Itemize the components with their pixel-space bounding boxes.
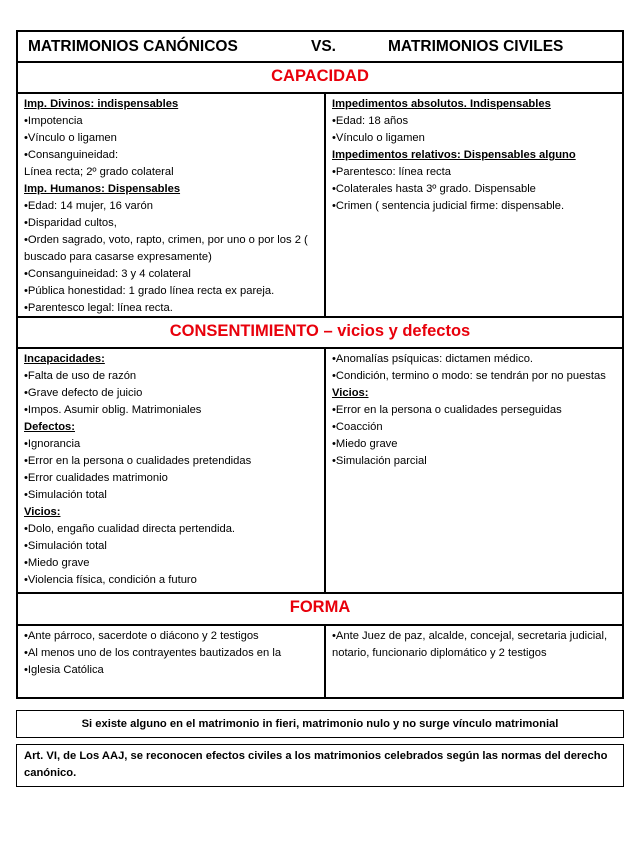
capacidad-civiles (326, 94, 622, 318)
subheading: Impedimentos absolutos. Indispensables (332, 98, 551, 110)
list-item: •Error en la persona o cualidades pretendidas (24, 455, 252, 467)
list-item: •Grave defecto de juicio (24, 387, 143, 399)
list-item: •Error en la persona o cualidades perseguidas (332, 404, 562, 416)
list-item: •Consanguineidad: 3 y 4 colateral (24, 268, 191, 280)
section-title-consentimiento: CONSENTIMIENTO – vicios y defectos (18, 318, 622, 349)
consentimiento-canonicos (18, 349, 324, 592)
list-item: •Al menos uno de los contrayentes bautizados en la (24, 647, 282, 659)
forma-civiles (326, 626, 622, 697)
list-item: •Iglesia Católica (24, 664, 104, 676)
table-header (18, 32, 622, 63)
list-item: •Impos. Asumir oblig. Matrimoniales (24, 404, 202, 416)
list-item: •Ante Juez de paz, alcalde, concejal, secretaria judicial, notario, funcionario diplomático y 2 testigos (332, 630, 608, 659)
list-item: •Simulación total (24, 540, 107, 552)
list-item: •Violencia física, condición a futuro (24, 574, 197, 586)
list-item: •Simulación total (24, 489, 107, 501)
list-item: •Pública honestidad: 1 grado línea recta ex pareja. (24, 285, 275, 297)
list-item: •Colaterales hasta 3º grado. Dispensable (332, 183, 536, 195)
section-title-forma: FORMA (18, 594, 622, 626)
list-item: •Vínculo o ligamen (332, 132, 425, 144)
list-item: •Impotencia (24, 115, 83, 127)
list-item: •Orden sagrado, voto, rapto, crimen, por uno o por los 2 ( buscado para casarse expresamente) (24, 234, 308, 263)
subheading: Incapacidades: (24, 353, 105, 365)
list-item: •Parentesco legal: línea recta. (24, 302, 173, 314)
subheading: Vicios: (332, 387, 369, 399)
header-civiles: MATRIMONIOS CIVILES (388, 38, 564, 55)
capacidad-canonicos (18, 94, 324, 318)
list-item: •Parentesco: línea recta (332, 166, 451, 178)
list-item: •Disparidad cultos, (24, 217, 117, 229)
list-item: •Ante párroco, sacerdote o diácono y 2 testigos (24, 630, 259, 642)
consentimiento-civiles (326, 349, 622, 592)
list-item: •Falta de uso de razón (24, 370, 137, 382)
list-item: •Coacción (332, 421, 383, 433)
section-title-capacidad: CAPACIDAD (18, 63, 622, 94)
list-item: •Ignorancia (24, 438, 81, 450)
list-item: •Dolo, engaño cualidad directa pertendida. (24, 523, 236, 535)
list-item: •Crimen ( sentencia judicial firme: dispensable. (332, 200, 565, 212)
note-art-vi: Art. VI, de Los AAJ, se reconocen efectos civiles a los matrimonios celebrados según las normas del derecho canónico. (16, 744, 624, 787)
list-item: •Edad: 18 años (332, 115, 409, 127)
subheading: Imp. Divinos: indispensables (24, 98, 179, 110)
list-item: •Anomalías psíquicas: dictamen médico. (332, 353, 534, 365)
list-item: •Miedo grave (24, 557, 90, 569)
note-nulo: Si existe alguno en el matrimonio in fieri, matrimonio nulo y no surge vínculo matrimonial (16, 710, 624, 738)
subheading: Vicios: (24, 506, 61, 518)
list-item: •Vínculo o ligamen (24, 132, 117, 144)
subheading: Imp. Humanos: Dispensables (24, 183, 181, 195)
list-item: •Consanguineidad: (24, 149, 119, 161)
subheading: Impedimentos relativos: Dispensables alguno (332, 149, 576, 161)
list-item: •Error cualidades matrimonio (24, 472, 168, 484)
list-item: •Simulación parcial (332, 455, 427, 467)
header-vs: VS. (311, 38, 336, 55)
header-canonicos: MATRIMONIOS CANÓNICOS (28, 38, 238, 55)
subheading: Defectos: (24, 421, 75, 433)
list-item: Línea recta; 2º grado colateral (24, 166, 174, 178)
list-item: •Miedo grave (332, 438, 398, 450)
list-item: •Edad: 14 mujer, 16 varón (24, 200, 153, 212)
list-item: •Condición, termino o modo: se tendrán por no puestas (332, 370, 606, 382)
comparison-table (16, 30, 624, 699)
forma-canonicos (18, 626, 324, 697)
